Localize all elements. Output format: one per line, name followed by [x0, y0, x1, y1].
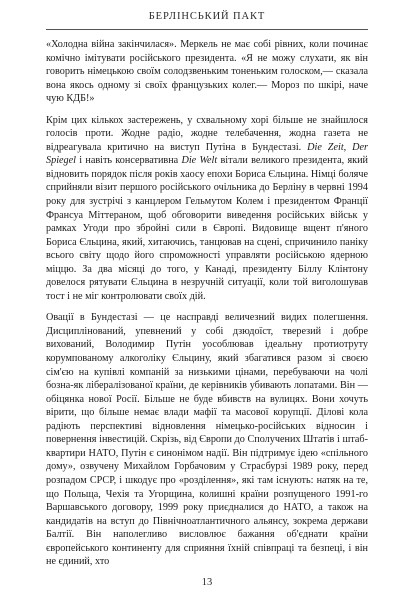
- italic-title-run: Der Spiegel: [46, 141, 368, 167]
- page-number: 13: [201, 577, 213, 588]
- italic-title-run: Die Zeit: [307, 141, 344, 153]
- paragraph-2: [46, 114, 368, 304]
- italic-title-run: Die Welt: [181, 155, 218, 167]
- paragraph-3: [46, 311, 368, 568]
- text-run: «Холодна війна закінчилася». Меркель не має собі рівних, коли починає комічно імітувати російського президента. «Я не можу слухати, як він говорить німецькою своїм солодзвеньким тоненьким голоском,— сказала вона якось одному зі своїх французьких колег.— Мороз по шкірі, наче чую КДБ!»: [46, 39, 368, 105]
- running-header: БЕРЛІНСЬКИЙ ПАКТ: [148, 11, 266, 22]
- text-run: вітали великого президента, який відновить порядок після років хаосу епохи Бориса Єльцина. Німці боляче сприйняли візит першого російського очільника до Берліну в червні 1994 року для зустрічі з канцлером Гельмутом Колем і президентом Франції Франсуа Міттераном, щоб обговорити виведення російських військ у рамках Угоди про збройні сили в Європі. Видовище вщент п'яного Бориса Єльцина, який, хитаючись, танцював на сцені, спричинило паніку всього світу щодо його спроможності управляти російською ядерною міццю. За два місяці до того, у Канаді, президенту Біллу Клінтону довелося рятувати Єльцина в незручній ситуації, коли той виголошував тост і не міг контролювати своїх дій.: [46, 155, 368, 302]
- text-run: ,: [343, 141, 353, 153]
- text-run: Крім цих кількох застережень, у схвальному хорі більше не знайшлося голосів проти. Жодне радіо, жодне телебачення, жодна газета не відреагувала критично на виступ Путіна в Бундестазі.: [46, 114, 368, 153]
- paragraph-1: [46, 38, 368, 106]
- text-run: і навіть консервативна: [76, 155, 182, 167]
- body-text: [46, 38, 368, 569]
- text-run: Овації в Бундестазі — це насправді величезний видих полегшення. Дисциплінований, упевнений у собі дзюдоїст, тверезий і добре вихований, Володимир Путін уособлював ідеальну протиотруту корумпованому алкоголіку Єльцину, який збагатився разом зі своєю сім'єю на купівлі компаній за низькими цінами, перебуваючи на чолі бозна-як лібералізованої країни, де керівників убивають лопатами. Він — обіцянка нової Росії. Більше не буде вбивств на вулицях. Вони хочуть вірити, що більше немає влади мафії та масової корупції. Ділові кола радіють перспективі відновлення німецько-російських відносин і повернення інвестицій. Скрізь, від Європи до Сполучених Штатів і штаб-квартири НАТО, Путін є синонімом надії. Він підтримує ідею «спільного дому», озвучену Михайлом Горбачовим у Страсбурзі 1989 року, перед розпадом СРСР, і шкодує про «розділення», які там існують: натяк на те, що Польща, Чехія та Угорщина, колишні країни розпущеного 1991-го Варшавського договору, 1999 року приєдналися до НАТО, а також на кандидатів на вступ до Північноатлантичного альянсу, зокрема держави Балтії. Він наполегливо висловлює бажання об'єднати країни європейського континенту для сприяння їхній співпраці та безпеці, і він не єдиний, хто: [46, 312, 368, 568]
- header-rule: [46, 29, 368, 30]
